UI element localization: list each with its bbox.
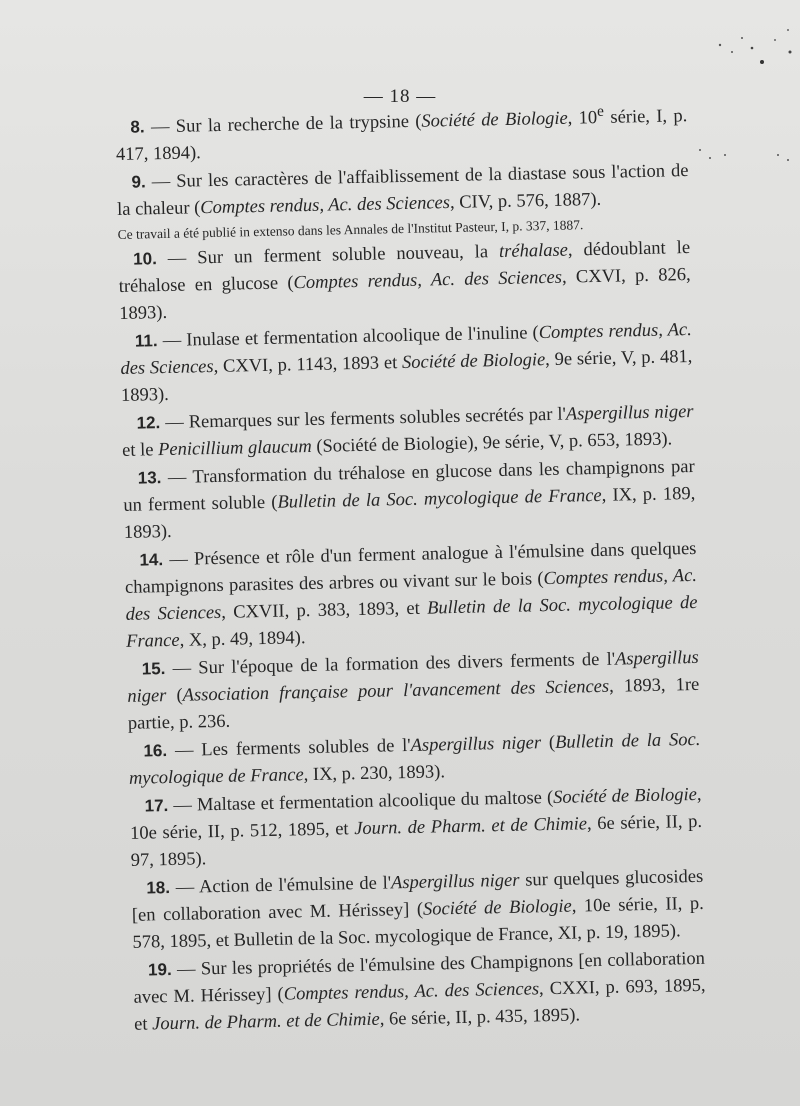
entry-12: 12. — Remarques sur les ferments solubles secrétés par l'Aspergillus niger et le Penicillium glaucum (Société de Biologie), 9e série, V, p. 653, 1893). xyxy=(121,402,694,462)
entry-number: 17. xyxy=(144,796,169,816)
entry-number: 14. xyxy=(139,550,164,570)
entry-16: 16. — Les ferments solubles de l'Aspergillus niger (Bulletin de la Soc. mycologique de France, IX, p. 230, 1893). xyxy=(128,730,701,790)
entry-number: 8. xyxy=(130,117,145,137)
entry-number: 19. xyxy=(147,960,172,980)
entry-18: 18. — Action de l'émulsine de l'Aspergillus niger sur quelques glucosides [en collaboration avec M. Hérissey] (Société de Biologie, 10e série, II, p. 578, 1895, et Bulletin de la Soc. mycologique de France, XI, p. 19, 1895). xyxy=(131,867,704,953)
entry-number: 16. xyxy=(143,741,168,761)
entry-8: 8. — Sur la recherche de la trypsine (Société de Biologie, 10e série, I, p. 417, 1894). xyxy=(115,102,688,166)
entry-number: 18. xyxy=(146,878,171,898)
bibliography-list xyxy=(115,96,706,1039)
entry-19: 19. — Sur les propriétés de l'émulsine des Champignons [en collaboration avec M. Hérissey] (Comptes rendus, Ac. des Sciences, CXXI, p. 693, 1895, et Journ. de Pharm. et de Chimie, 6e série, II, p. 435, 1895). xyxy=(133,948,706,1035)
page-number: — 18 — xyxy=(363,86,437,107)
entry-13: 13. — Transformation du tréhalose en glucose dans les champignons par un ferment soluble (Bulletin de la Soc. mycologique de France, IX, p. 189, 1893). xyxy=(123,457,696,544)
entry-17: 17. — Maltase et fermentation alcoolique du maltose (Société de Biologie, 10e série, II, p. 512, 1895, et Journ. de Pharm. et de Chimie, 6e série, II, p. 97, 1895). xyxy=(129,785,703,871)
footnote: Ce travail a été publié in extenso dans les Annales de l'Institut Pasteur, I, p. 337, 1887. xyxy=(117,217,584,243)
entry-10: 10. — Sur un ferment soluble nouveau, la tréhalase, dédoublant le tréhalose en glucose (Comptes rendus, Ac. des Sciences, CXVI, p. 826, 1893). xyxy=(118,238,691,325)
entry-number: 9. xyxy=(131,172,146,192)
entry-number: 12. xyxy=(136,413,161,433)
entry-14: 14. — Présence et rôle d'un ferment analogue à l'émulsine dans quelques champignons parasites des arbres ou vivant sur le bois (Comptes rendus, Ac. des Sciences, CXVII, p. 383, 1893, et Bulletin de la Soc. mycologique de France, X, p. 49, 1894). xyxy=(124,539,698,653)
entry-number: 13. xyxy=(137,468,162,488)
entry-number: 10. xyxy=(132,249,158,269)
entry-9: 9. — Sur les caractères de l'affaiblissement de la diastase sous l'action de la chaleur (Comptes rendus, Ac. des Sciences, CIV, p. 576, 1887). xyxy=(116,161,689,221)
entry-15: 15. — Sur l'époque de la formation des divers ferments de l'Aspergillus niger (Association française pour l'avancement des Sciences, 1893, 1re partie, p. 236. xyxy=(127,648,700,735)
entry-number: 15. xyxy=(141,659,166,679)
entry-11: 11. — Inulase et fermentation alcoolique de l'inuline (Comptes rendus, Ac. des Sciences, CXVI, p. 1143, 1893 et Société de Biologie, 9e série, V, p. 481, 1893). xyxy=(120,320,693,407)
entry-number: 11. xyxy=(134,331,158,351)
